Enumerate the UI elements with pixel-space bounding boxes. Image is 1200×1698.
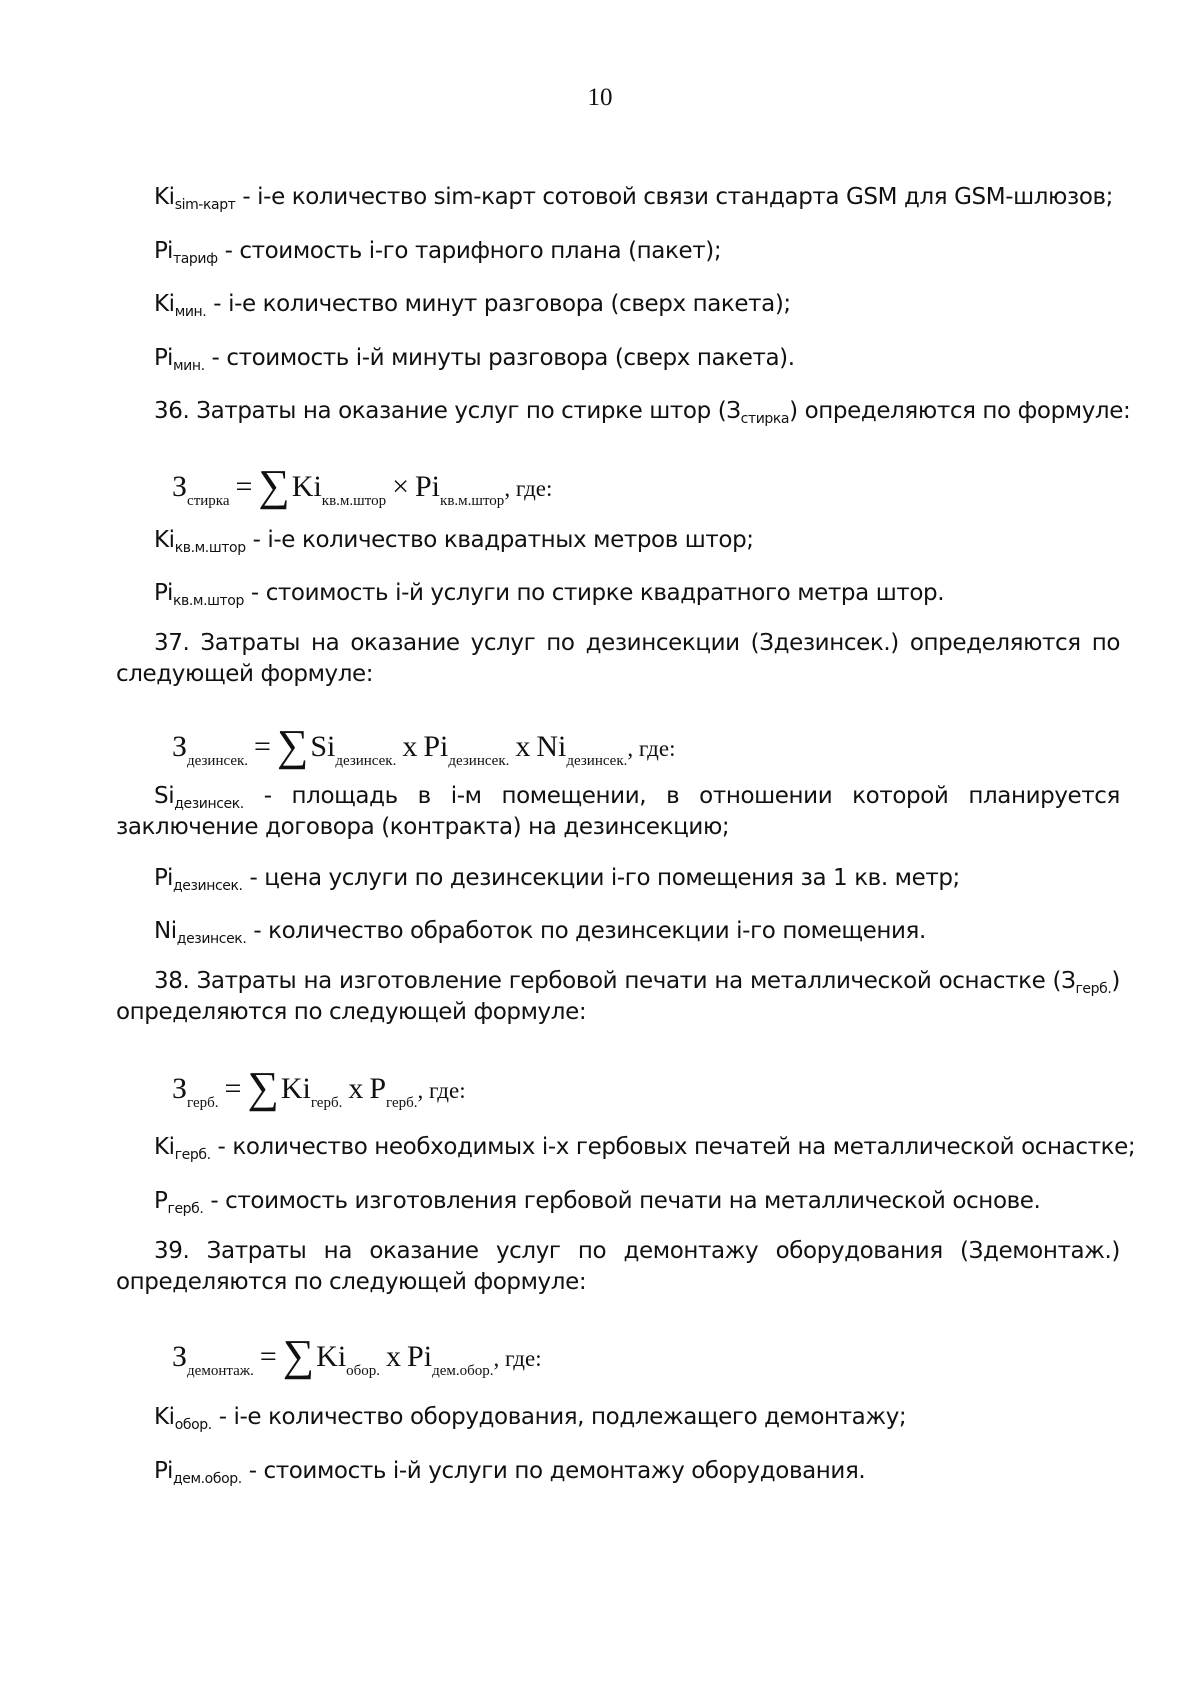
formula-subscript: герб.	[386, 1095, 418, 1111]
formula-term: Pi	[415, 470, 441, 503]
formula-37	[172, 720, 675, 771]
definition-line	[154, 580, 945, 609]
symbol-subscript: sim-карт	[174, 197, 236, 213]
formula-tail: , где:	[493, 1346, 542, 1371]
definition-text: - стоимость i-го тарифного плана (пакет);	[217, 238, 722, 264]
definition-paragraph	[116, 781, 1120, 843]
definition-text: - количество необходимых i-х гербовых печатей на металлической оснастке;	[210, 1134, 1136, 1160]
definition-text: - количество обработок по дезинсекции i-го помещения.	[246, 918, 926, 944]
symbol-subscript: дем.обор.	[172, 1471, 242, 1487]
symbol-subscript: стирка	[740, 411, 790, 427]
item-text: 36. Затраты на оказание услуг по стирке штор (З	[154, 398, 741, 424]
symbol: Si	[154, 783, 175, 809]
formula-term: Ni	[536, 730, 567, 763]
sum-sign: ∑	[276, 721, 309, 770]
formula-lhs: З	[172, 1340, 188, 1373]
formula-lhs: З	[172, 1072, 188, 1105]
formula-lhs: З	[172, 730, 188, 763]
item-37-heading: 37. Затраты на оказание услуг по дезинсекции (Здезинсек.) определяются по следующей формуле:	[116, 630, 1120, 687]
formula-term: Ki	[291, 470, 322, 503]
symbol-subscript: мин.	[174, 304, 207, 320]
page-number: 10	[587, 84, 613, 111]
multiply-sign: x	[402, 730, 418, 763]
definition-text: - стоимость изготовления гербовой печати на металлической основе.	[203, 1188, 1041, 1214]
definition-text: - i-е количество оборудования, подлежащего демонтажу;	[211, 1404, 907, 1430]
symbol: Ki	[154, 1404, 175, 1430]
formula-subscript: стирка	[187, 493, 230, 509]
symbol-subscript: кв.м.штор	[174, 540, 246, 556]
symbol-subscript: герб.	[1075, 981, 1112, 997]
definition-line	[154, 1134, 1136, 1163]
symbol-subscript: обор.	[174, 1417, 212, 1433]
symbol-subscript: дезинсек.	[174, 796, 244, 812]
formula-38	[172, 1062, 466, 1113]
symbol: Ki	[154, 291, 175, 317]
formula-tail: , где:	[417, 1078, 466, 1103]
formula-subscript: дезинсек.	[335, 753, 397, 769]
sum-sign: ∑	[282, 1331, 315, 1380]
equals-sign: =	[235, 470, 253, 503]
symbol-subscript: кв.м.штор	[172, 593, 244, 609]
item-38-heading	[116, 966, 1120, 1028]
formula-term: Pi	[423, 730, 449, 763]
formula-subscript: герб.	[187, 1095, 219, 1111]
formula-subscript: герб.	[310, 1095, 343, 1111]
sum-sign: ∑	[258, 461, 290, 510]
equals-sign: =	[259, 1340, 277, 1373]
definition-text: - i-е количество минут разговора (сверх пакета);	[206, 291, 791, 317]
definition-line	[154, 345, 795, 374]
formula-term: Si	[310, 730, 336, 763]
symbol-subscript: дезинсек.	[172, 878, 243, 894]
formula-subscript: демонтаж.	[187, 1363, 254, 1379]
multiply-sign: x	[515, 730, 531, 763]
symbol: Ki	[154, 1134, 175, 1160]
formula-term: Pi	[407, 1340, 433, 1373]
symbol-subscript: герб.	[167, 1201, 204, 1217]
definition-text: - i-е количество квадратных метров штор;	[245, 527, 754, 553]
item-text: ) определяются по формуле:	[789, 398, 1131, 424]
symbol: Pi	[154, 580, 173, 606]
formula-tail: , где:	[627, 736, 676, 761]
symbol: Pi	[154, 238, 173, 264]
definition-line	[154, 1188, 1041, 1217]
multiply-sign: x	[386, 1340, 402, 1373]
formula-subscript: кв.м.штор	[440, 493, 505, 509]
formula-subscript: кв.м.штор	[321, 493, 387, 509]
definition-text: - стоимость i-й услуги по стирке квадратного метра штор.	[243, 580, 945, 606]
definition-text: - площадь в i-м помещении, в отношении которой планируется заключение договора (контракта) на дезинсекцию;	[116, 783, 1120, 840]
symbol: Ki	[154, 184, 175, 210]
symbol-subscript: герб.	[174, 1147, 211, 1163]
formula-tail: , где:	[504, 476, 553, 501]
symbol: Ki	[154, 527, 175, 553]
formula-term: Ki	[316, 1340, 347, 1373]
formula-subscript: дем.обор.	[432, 1363, 494, 1379]
formula-subscript: дезинсек.	[566, 753, 628, 769]
definition-line	[154, 1458, 866, 1487]
equals-sign: =	[224, 1072, 242, 1105]
symbol: Pi	[154, 865, 173, 891]
item-text: ) определяются по следующей формуле:	[116, 968, 1120, 1025]
formula-subscript: дезинсек.	[448, 753, 510, 769]
multiply-sign: ×	[392, 470, 409, 503]
formula-subscript: обор.	[346, 1363, 381, 1379]
symbol: Ni	[154, 918, 177, 944]
definition-text: - i-е количество sim-карт сотовой связи стандарта GSM для GSM-шлюзов;	[235, 184, 1114, 210]
sum-sign: ∑	[247, 1063, 279, 1112]
multiply-sign: x	[348, 1072, 364, 1105]
definition-text: - стоимость i-й услуги по демонтажу оборудования.	[241, 1458, 866, 1484]
definition-line	[154, 291, 791, 320]
equals-sign: =	[254, 730, 271, 763]
item-text: 38. Затраты на изготовление гербовой печати на металлической оснастке (З	[154, 968, 1076, 994]
formula-term: Ki	[280, 1072, 311, 1105]
definition-line	[154, 865, 960, 894]
symbol-subscript: дезинсек.	[176, 931, 247, 947]
symbol-subscript: тариф	[172, 251, 218, 267]
definition-text: - цена услуги по дезинсекции i-го помещения за 1 кв. метр;	[242, 865, 960, 891]
definition-line	[154, 184, 1114, 213]
formula-term: P	[369, 1072, 387, 1105]
item-39-heading: 39. Затраты на оказание услуг по демонтажу оборудования (Здемонтаж.) определяются по следующей формуле:	[116, 1238, 1120, 1295]
formula-subscript: дезинсек.	[187, 753, 249, 769]
formula-lhs: З	[172, 470, 188, 503]
formula-36	[172, 460, 552, 511]
definition-line	[154, 527, 754, 556]
item-36-heading	[154, 398, 1131, 427]
symbol: P	[154, 1188, 168, 1214]
symbol: Pi	[154, 1458, 173, 1484]
definition-line	[154, 1404, 907, 1433]
definition-line	[154, 918, 926, 947]
definition-text: - стоимость i-й минуты разговора (сверх пакета).	[204, 345, 795, 371]
definition-line	[154, 238, 722, 267]
symbol-subscript: мин.	[172, 358, 205, 374]
formula-39	[172, 1330, 542, 1381]
symbol: Pi	[154, 345, 173, 371]
